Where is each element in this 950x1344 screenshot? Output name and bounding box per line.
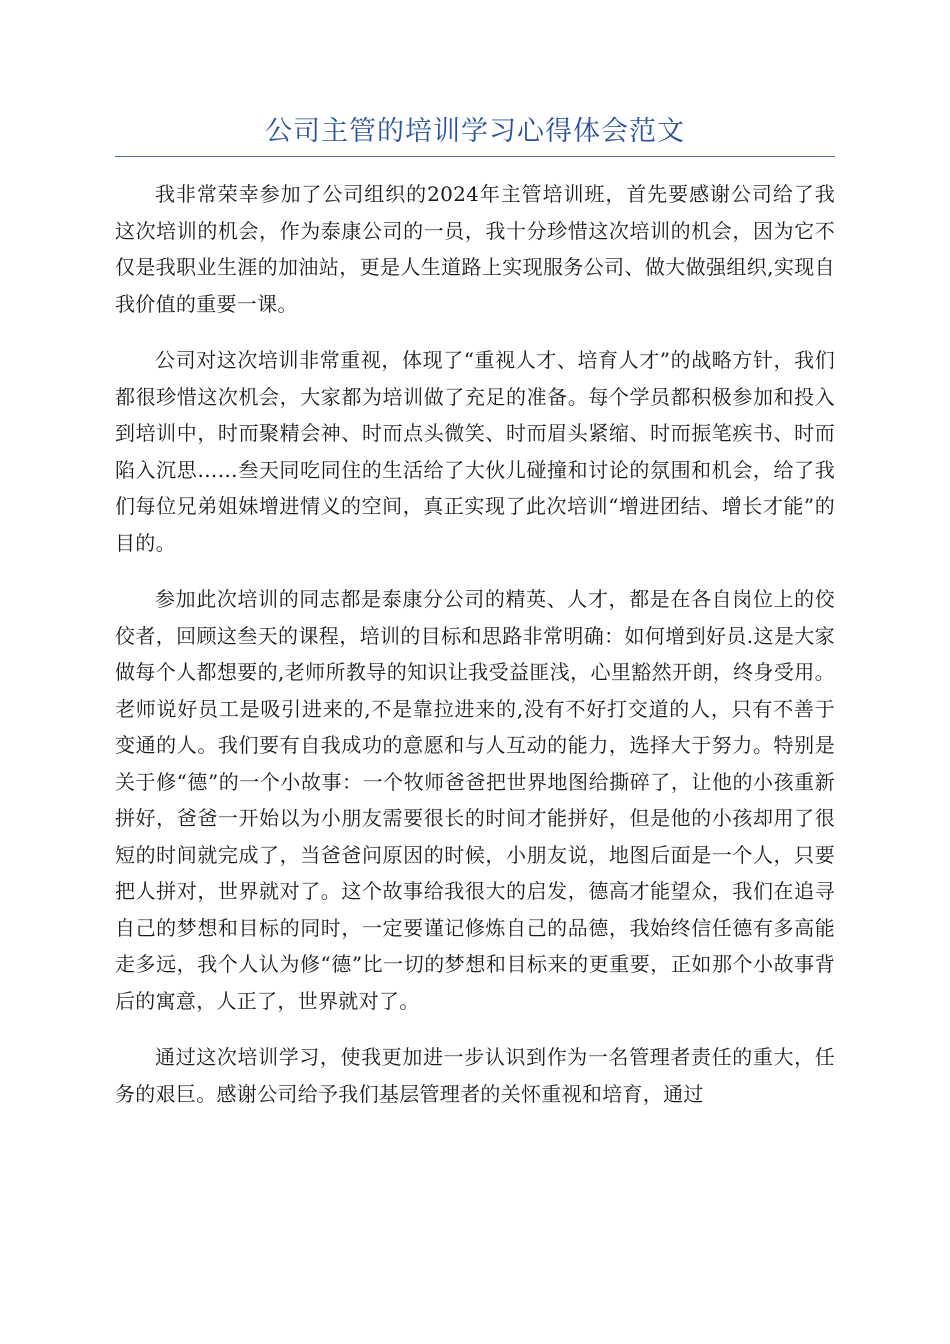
- paragraph-3: 参加此次培训的同志都是泰康分公司的精英、人才，都是在各自岗位上的佼佼者，回顾这叁天的课程，培训的目标和思路非常明确：如何增到好员.这是大家做每个人都想要的,老师所教导的知识让我受益匪浅，心里豁然开朗，终身受用。老师说好员工是吸引进来的,不是靠拉进来的,没有不好打交道的人，只有不善于变通的人。我们要有自我成功的意愿和与人互动的能力，选择大于努力。特别是关于修“德”的一个小故事：一个牧师爸爸把世界地图给撕碎了，让他的小孩重新拼好，爸爸一开始以为小朋友需要很长的时间才能拼好，但是他的小孩却用了很短的时间就完成了，当爸爸问原因的时候，小朋友说，地图后面是一个人，只要把人拼对，世界就对了。这个故事给我很大的启发，德高才能望众，我们在追寻自己的梦想和目标的同时，一定要谨记修炼自己的品德，我始终信任德有多高能走多远，我个人认为修“德”比一切的梦想和目标来的更重要，正如那个小故事背后的寓意，人正了，世界就对了。: [115, 587, 835, 1013]
- document-body: [115, 176, 835, 1132]
- page-title: 公司主管的培训学习心得体会范文: [265, 116, 685, 147]
- title-block: [115, 112, 835, 157]
- paragraph-2: 公司对这次培训非常重视，体现了“重视人才、培育人才”的战略方针，我们都很珍惜这次机会，大家都为培训做了充足的准备。每个学员都积极参加和投入到培训中，时而聚精会神、时而点头微笑、时而眉头紧缩、时而振笔疾书、时而陷入沉思……叁天同吃同住的生活给了大伙儿碰撞和讨论的氛围和机会，给了我们每位兄弟姐妹增进情义的空间，真正实现了此次培训“增进团结、增长才能”的目的。: [115, 348, 835, 555]
- paragraph-1: 我非常荣幸参加了公司组织的2024年主管培训班，首先要感谢公司给了我这次培训的机会，作为泰康公司的一员，我十分珍惜这次培训的机会，因为它不仅是我职业生涯的加油站，更是人生道路上实现服务公司、做大做强组织,实现自我价值的重要一课。: [115, 182, 835, 316]
- paragraph-4: 通过这次培训学习，使我更加进一步认识到作为一名管理者责任的重大，任务的艰巨。感谢公司给予我们基层管理者的关怀重视和培育，通过: [115, 1045, 835, 1106]
